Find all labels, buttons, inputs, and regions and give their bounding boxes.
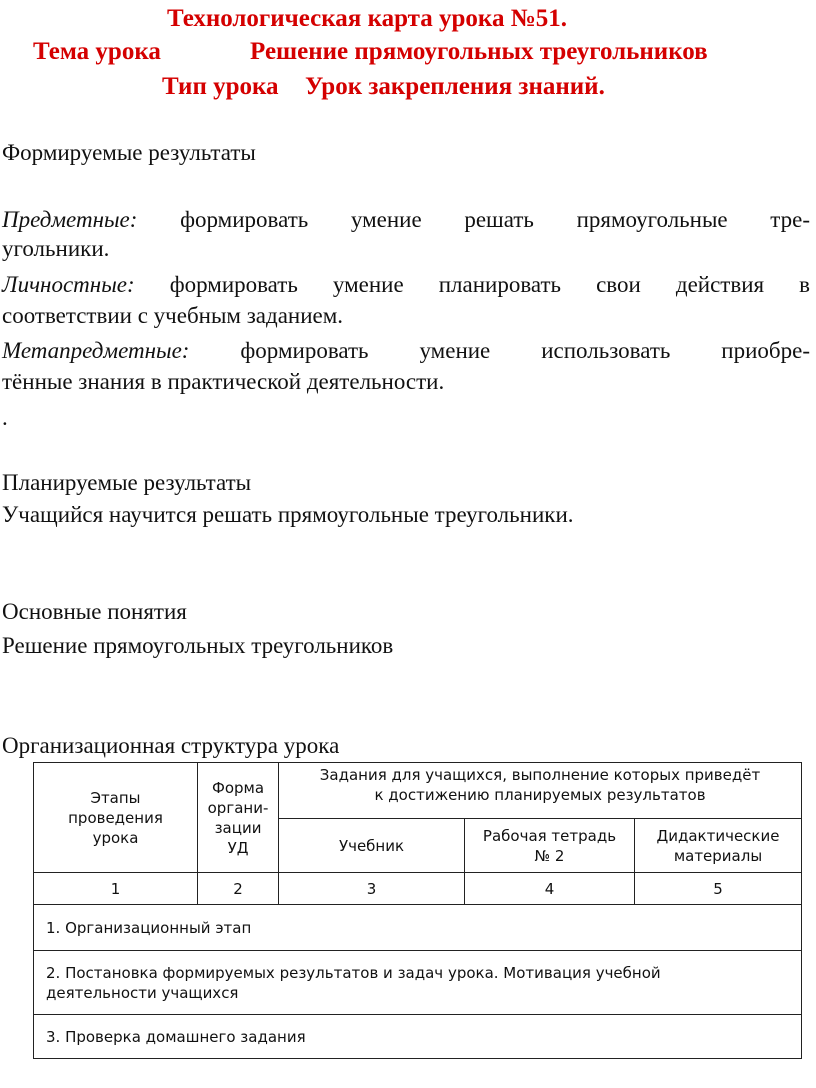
stage-cell	[34, 951, 802, 1015]
subject-results-text: формировать умение решать прямоугольные тре-	[180, 207, 811, 232]
column-number: 1	[34, 873, 198, 905]
stage-cell	[34, 1015, 802, 1059]
table-row	[34, 951, 802, 1015]
tasks-header-line: Задания для учащихся, выполнение которых приведёт	[319, 766, 761, 784]
meta-results-label: Метапредметные:	[2, 338, 190, 363]
didactic-header-line: Дидактические	[656, 826, 780, 845]
lesson-map-title-text: Технологическая карта урока №51.	[167, 5, 568, 32]
workbook-column-header	[465, 819, 635, 873]
stages-header-line: урока	[92, 828, 139, 847]
stages-column-header	[34, 763, 198, 873]
subject-results-label: Предметные:	[2, 207, 138, 232]
personal-results-text: формировать умение планировать свои действия в	[169, 272, 811, 297]
meta-results-line2: тённые знания в практической деятельности.	[2, 369, 445, 394]
subject-results-line1	[2, 205, 810, 235]
meta-results-text: формировать умение использовать приобре-	[240, 338, 810, 363]
org-form-header-line: Форма	[211, 778, 265, 797]
stages-header-line: проведения	[68, 808, 163, 827]
didactic-header-line: материалы	[673, 846, 763, 865]
lesson-type-value: Урок закрепления знаний.	[305, 73, 605, 100]
column-number: 2	[198, 873, 279, 905]
textbook-header-text: Учебник	[338, 836, 405, 855]
table-row	[34, 905, 802, 951]
planned-results-heading: Планируемые результаты	[2, 470, 252, 495]
org-form-header-line: органи-	[207, 798, 269, 817]
column-numbers-row	[34, 873, 802, 905]
tasks-column-header	[279, 763, 802, 819]
lesson-type-label: Тип урока	[162, 73, 279, 100]
didactic-column-header	[635, 819, 802, 873]
key-concepts-heading: Основные понятия	[2, 599, 187, 624]
workbook-header-line: № 2	[534, 846, 565, 865]
column-number: 5	[635, 873, 802, 905]
stage-text: 3. Проверка домашнего задания	[46, 1027, 306, 1046]
stage-text: 2. Постановка формируемых результатов и задач урока. Мотивация учебной	[46, 963, 661, 982]
stages-header-line: Этапы	[90, 788, 141, 807]
org-form-column-header	[198, 763, 279, 873]
tasks-header-line: к достижению планируемых результатов	[374, 786, 706, 804]
stage-cell	[34, 905, 802, 951]
stage-text: 1. Организационный этап	[46, 918, 252, 937]
personal-results-label: Личностные:	[2, 272, 135, 297]
table-row	[34, 1015, 802, 1059]
subject-results-line2: угольники.	[2, 236, 110, 261]
lesson-topic-value: Решение прямоугольных треугольников	[250, 38, 708, 65]
column-number: 3	[279, 873, 465, 905]
stage-text: деятельности учащихся	[46, 983, 239, 1002]
org-structure-table	[33, 762, 802, 1059]
textbook-column-header	[279, 819, 465, 873]
org-form-header-line: УД	[227, 838, 249, 857]
planned-results-text: Учащийся научится решать прямоугольные треугольники.	[2, 502, 574, 527]
meta-results-line1	[2, 336, 810, 366]
workbook-header-line: Рабочая тетрадь	[482, 826, 617, 845]
formed-results-heading: Формируемые результаты	[2, 140, 256, 165]
lesson-topic-label: Тема урока	[33, 38, 161, 65]
column-number: 4	[465, 873, 635, 905]
key-concepts-text: Решение прямоугольных треугольников	[2, 633, 394, 658]
personal-results-line2: соответствии с учебным заданием.	[2, 303, 344, 328]
org-structure-heading: Организационная структура урока	[2, 733, 340, 758]
personal-results-line1	[2, 270, 810, 300]
org-form-header-line: зации	[214, 818, 262, 837]
stray-dot: .	[2, 405, 8, 430]
